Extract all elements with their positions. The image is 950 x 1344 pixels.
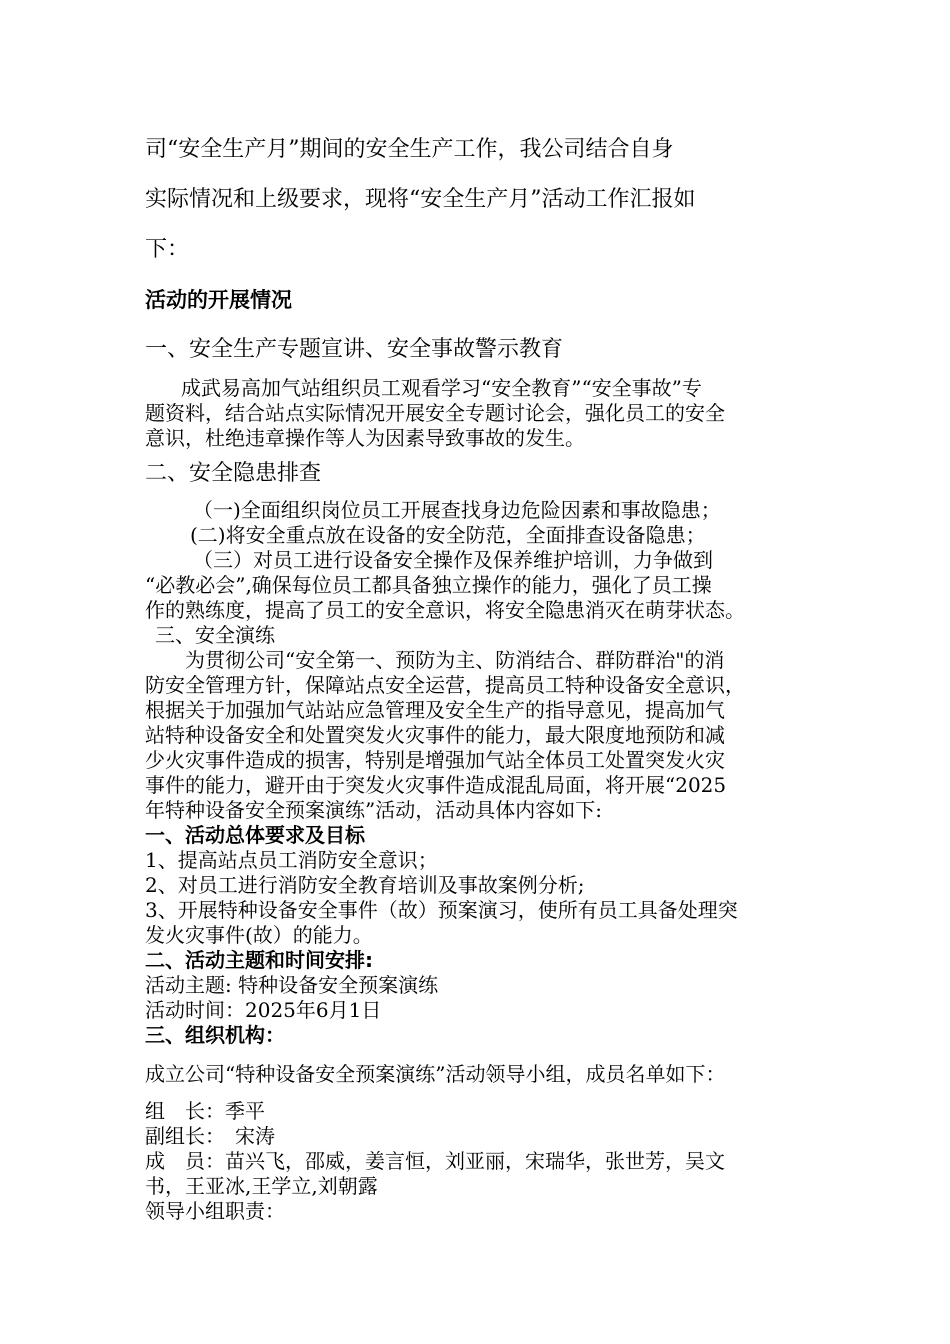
part2-line-5: 作的熟练度，提高了员工的安全意识，将安全隐患消灭在萌芽状态。 xyxy=(145,598,745,622)
goals-line-3: 3、开展特种设备安全事件（故）预案演习，使所有员工具备处理突 xyxy=(145,898,738,922)
org-intro: 成立公司“特种设备安全预案演练”活动领导小组，成员名单如下： xyxy=(145,1062,726,1086)
part3-line-1: 为贯彻公司“安全第一、预防为主、防消结合、群防群治"的消 xyxy=(185,648,725,672)
intro-line-1: 司“安全生产月”期间的安全生产工作，我公司结合自身 xyxy=(145,137,674,162)
part2-heading: 二、安全隐患排查 xyxy=(145,461,322,486)
part1-line-3: 意识，杜绝违章操作等人为因素导致事故的发生。 xyxy=(145,426,585,450)
goals-heading: 一、活动总体要求及目标 xyxy=(145,823,365,847)
part3-line-5: 少火灾事件造成的损害，特别是增强加气站全体员工处置突发火灾 xyxy=(145,748,725,772)
intro-line-2: 实际情况和上级要求，现将“安全生产月”活动工作汇报如 xyxy=(145,187,696,212)
part1-line-2: 题资料，结合站点实际情况开展安全专题讨论会，强化员工的安全 xyxy=(145,401,725,425)
section-title: 活动的开展情况 xyxy=(145,288,292,312)
schedule-theme: 活动主题: 特种设备安全预案演练 xyxy=(145,973,439,997)
org-heading: 三、组织机构： xyxy=(145,1023,285,1047)
goals-line-1: 1、提高站点员工消防安全意识； xyxy=(145,848,438,872)
org-deputy-leader: 副组长： 宋涛 xyxy=(145,1124,275,1148)
part3-line-4: 站特种设备安全和处置突发火灾事件的能力，最大限度地预防和减 xyxy=(145,723,725,747)
part3-line-7: 年特种设备安全预案演练”活动，活动具体内容如下: xyxy=(145,798,602,822)
part3-line-2: 防安全管理方针，保障站点安全运营，提高员工特种设备安全意识， xyxy=(145,673,745,697)
org-leader: 组 长：季平 xyxy=(145,1099,265,1123)
part2-line-2: (二)将安全重点放在设备的安全防范，全面排查设备隐患； xyxy=(190,523,706,547)
part3-line-6: 事件的能力，避开由于突发火灾事件造成混乱局面，将开展“2025 xyxy=(145,773,727,797)
goals-line-4: 发火灾事件(故）的能力。 xyxy=(145,923,373,947)
schedule-heading: 二、活动主题和时间安排: xyxy=(145,948,373,972)
part1-line-1: 成武易高加气站组织员工观看学习“安全教育”“安全事故”专 xyxy=(181,376,702,400)
part3-heading: 三、安全演练 xyxy=(155,623,275,647)
part3-line-3: 根据关于加强加气站站应急管理及安全生产的指导意见，提高加气 xyxy=(145,698,725,722)
org-members-line-2: 书，王亚冰,王学立,刘朝露 xyxy=(145,1174,378,1198)
part2-line-1: （一)全面组织岗位员工开展查找身边危险因素和事故隐患； xyxy=(193,498,721,522)
part2-line-4: “必教必会”,确保每位员工都具备独立操作的能力，强化了员工操 xyxy=(145,573,712,597)
part1-heading: 一、安全生产专题宣讲、安全事故警示教育 xyxy=(145,337,564,362)
part2-line-3: （三）对员工进行设备安全操作及保养维护培训，力争做到 xyxy=(193,548,713,572)
org-members-line-1: 成 员：苗兴飞，邵威，姜言恒，刘亚丽，宋瑞华，张世芳，吴文 xyxy=(145,1149,725,1173)
schedule-time: 活动时间：2025年6月1日 xyxy=(145,998,382,1022)
intro-line-3: 下： xyxy=(145,237,190,262)
org-duties-label: 领导小组职责： xyxy=(145,1199,285,1223)
goals-line-2: 2、对员工进行消防安全教育培训及事故案例分析; xyxy=(145,873,585,897)
